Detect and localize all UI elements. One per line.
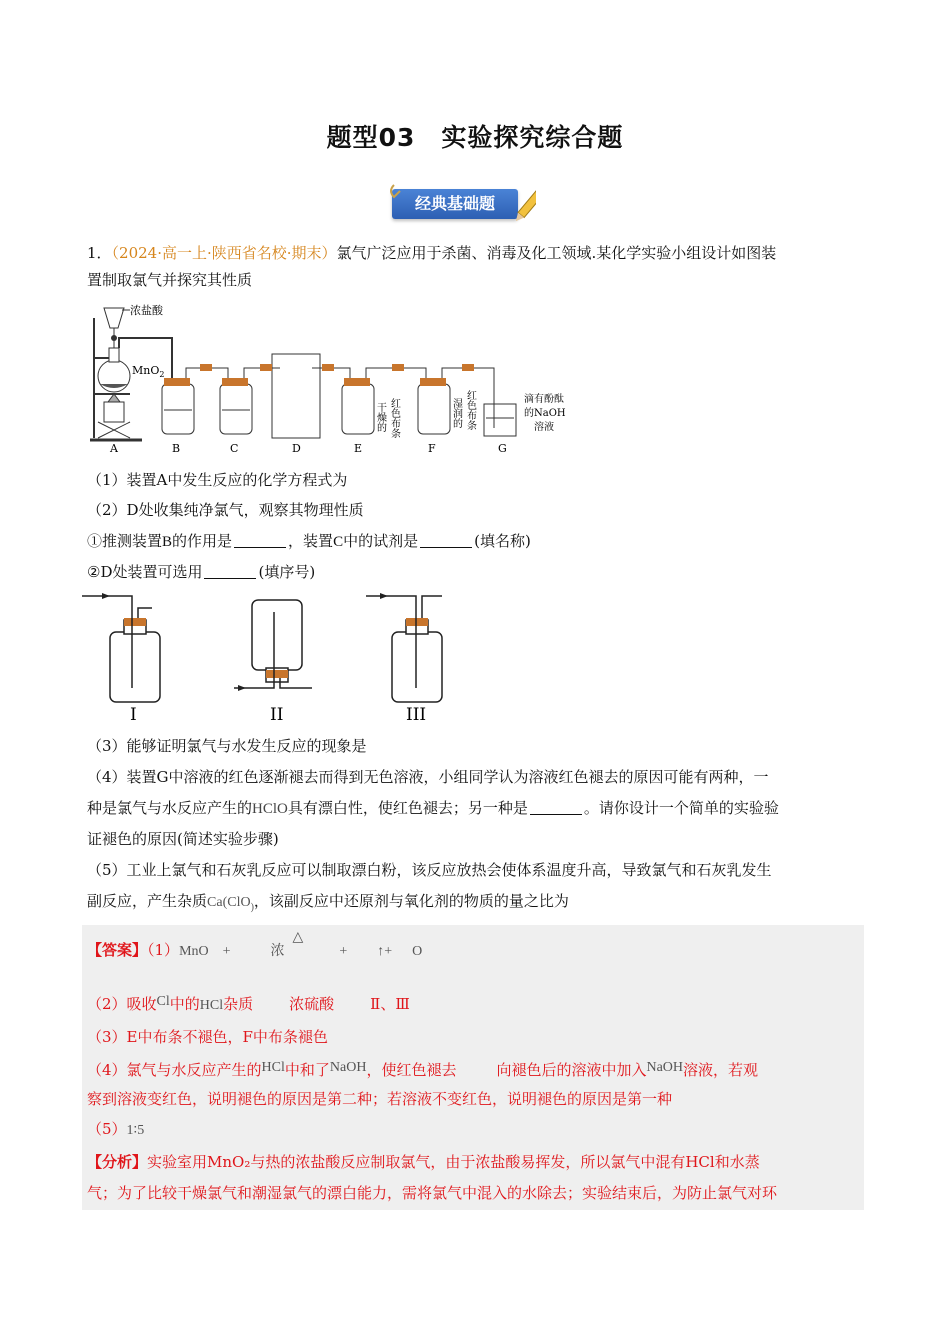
label-g-line1: 滴有酚酞 [524, 394, 564, 405]
label-g-line2: 的NaOH [524, 408, 566, 419]
label-f-line2: 红色布条 [464, 390, 476, 430]
part-5-line2: 副反应，产生杂质Ca(ClO$_)$，该副反应中还原剂与氧化剂的物质的量之比为 [87, 892, 569, 913]
bottle-label-3: III [406, 705, 427, 724]
answer-blank-e[interactable] [530, 800, 582, 815]
label-f-line1: 湿润的 [450, 398, 462, 428]
label-e-line2: 红色布条 [388, 398, 400, 438]
answer-blank-c[interactable] [420, 533, 472, 548]
answer-5: （5）1∶5 [87, 1120, 145, 1138]
svg-text:红色布条 [389, 398, 401, 438]
gas-bottles-diagram [82, 588, 502, 724]
bottle-label-1: I [130, 705, 137, 724]
answer-4-line2: 察到溶液变红色，说明褪色的原因是第二种；若溶液不变红色，说明褪色的原因是第一种 [87, 1090, 673, 1108]
answer-blank-b[interactable] [234, 533, 286, 548]
bottle-label-2: II [270, 705, 284, 724]
question-intro: 1．（2024·高一上·陕西省名校·期末）氯气广泛应用于杀菌、消毒及化工领域.某化学实验小组设计如图装 [87, 244, 777, 262]
answer-2: （2）吸收Cl中的HCl杂质 浓硫酸 Ⅱ、Ⅲ [87, 994, 410, 1013]
question-source: （2024·高一上·陕西省名校·期末） [111, 244, 337, 262]
page-title: 题型03 实验探究综合题 [326, 123, 624, 152]
pencil-icon [386, 183, 536, 223]
letter-d: D [292, 442, 301, 455]
letter-g: G [498, 442, 507, 455]
letter-f: F [428, 442, 436, 455]
part-1: （1）装置A中发生反应的化学方程式为 [87, 471, 348, 489]
section-badge [386, 183, 536, 223]
letter-a: A [110, 442, 118, 455]
badge-label: 经典基础题 [414, 194, 495, 213]
part-3: （3）能够证明氯气与水发生反应的现象是 [87, 737, 367, 755]
answer-3: （3）E中布条不褪色，F中布条褪色 [87, 1028, 328, 1046]
part-4-line1: （4）装置G中溶液的红色逐渐褪去而得到无色溶液，小组同学认为溶液红色褪去的原因可能有两种，一 [87, 768, 769, 786]
part-2b: ②D处装置可选用 (填序号) [87, 563, 316, 581]
part-2: （2）D处收集纯净氯气，观察其物理性质 [87, 501, 364, 519]
svg-text:干燥的 [375, 402, 387, 432]
svg-text:红色布条 [465, 390, 477, 430]
analysis-line2: 气；为了比较干燥氯气和潮湿氯气的漂白能力，需将氯气中混入的水除去；实验结束后，为防止氯气对环 [87, 1184, 778, 1202]
answer-4-line1: （4）氯气与水反应产生的HCl中和了NaOH，使红色褪去 向褪色后的溶液中加入NaOH溶液，若观 [87, 1060, 759, 1079]
label-mno2: MnO$_2$ [132, 364, 165, 379]
question-intro-line2: 置制取氯气并探究其性质 [87, 271, 253, 289]
part-4-line2: 种是氯气与水反应产生的HClO具有漂白性，使红色褪去；另一种是 。请你设计一个简单的实验验 [87, 799, 779, 817]
letter-b: B [172, 442, 181, 455]
letter-c: C [230, 442, 239, 455]
label-e-line1: 干燥的 [374, 402, 386, 432]
part-5-line1: （5）工业上氯气和石灰乳反应可以制取漂白粉，该反应放热会使体系温度升高，导致氯气和石灰乳发生 [87, 861, 772, 879]
answer-blank-d[interactable] [204, 564, 256, 579]
label-concentrated-hcl: 浓盐酸 [130, 304, 163, 317]
apparatus-diagram [82, 298, 602, 458]
letter-e: E [354, 442, 363, 455]
svg-text:湿润的 [451, 398, 463, 428]
part-2a: ①推测装置B的作用是 ，装置C中的试剂是 (填名称) [87, 532, 531, 550]
analysis-line1: 【分析】实验室用MnO₂与热的浓盐酸反应制取氯气，由于浓盐酸易挥发，所以氯气中混有HCl和水蒸 [87, 1153, 760, 1171]
label-g-line3: 溶液 [534, 422, 554, 433]
part-4-line3: 证褪色的原因(简述实验步骤) [87, 830, 279, 848]
answer-1: 【答案】（1）MnO + 浓△+ ↑+ O [87, 930, 423, 959]
